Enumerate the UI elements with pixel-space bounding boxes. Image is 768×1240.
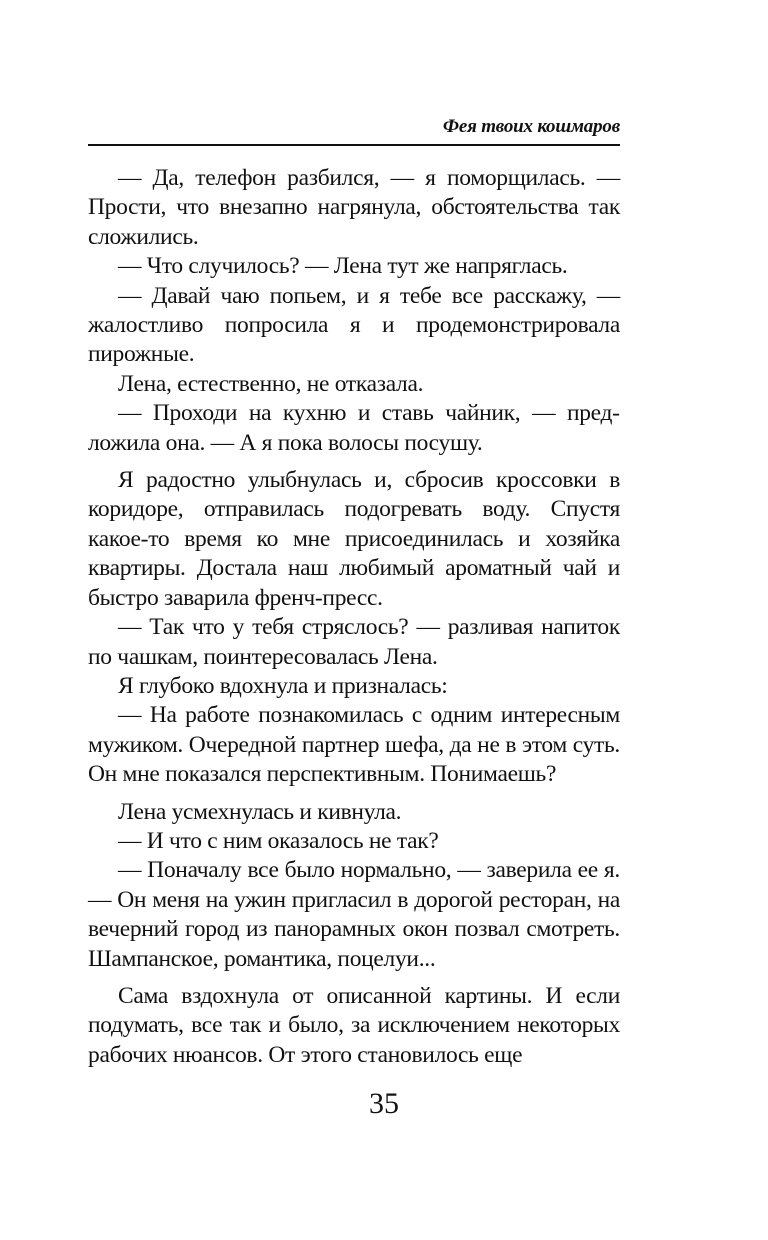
paragraph: — Так что у тебя стряслось? — разливая напиток по чашкам, поинтересовалась Лена. [88,614,620,670]
paragraph: — На работе познакомилась с одним интересным мужиком. Очередной партнер шефа, да не в этом суть. Он мне показался перспективным. Понимаешь? [88,702,620,788]
page-number: 35 [369,1087,399,1120]
book-title: Фея твоих кошмаров [442,116,620,137]
paragraph: — Поначалу все было нормально, — заверила ее я. — Он меня на ужин пригласил в дорогой ресторан, на вечерний город из панорамных окон позвал смотреть. Шампанское, романтика, поцелуи... [88,857,620,972]
body-text [88,164,620,1070]
paragraph: Лена усмехнулась и кивнула. [118,798,402,825]
paragraph: — Давай чаю попьем, и я тебе все расскажу, — жалостливо попросила я и продемонстрировала пирожные. [88,282,620,368]
paragraph: Сама вздохнула от описанной картины. И если подумать, все так и было, за исключением некоторых рабочих нюансов. От этого становилось еще [88,982,620,1068]
paragraph: — Да, телефон разбился, — я поморщилась. — Прости, что внезапно нагрянула, обстоятельства так сложились. [88,165,620,250]
paragraph: Лена, естественно, не отказала. [118,370,424,397]
paragraph: — Что случилось? — Лена тут же напряглась. [118,253,568,280]
paragraph: — Проходи на кухню и ставь чайник, — предложила она. — А я пока волосы посушу. [88,400,620,456]
paragraph: Я глубоко вдохнула и призналась: [118,672,448,699]
paragraph: Я радостно улыбнулась и, сбросив кроссовки в коридоре, отправилась подогревать воду. Спустя какое-то время ко мне присоединилась и хозяйка квартиры. Достала наш любимый ароматный чай и быстро заварила френч-пресс. [88,467,620,611]
running-header [88,112,620,146]
paragraph: — И что с ним оказалось не так? [118,827,439,854]
